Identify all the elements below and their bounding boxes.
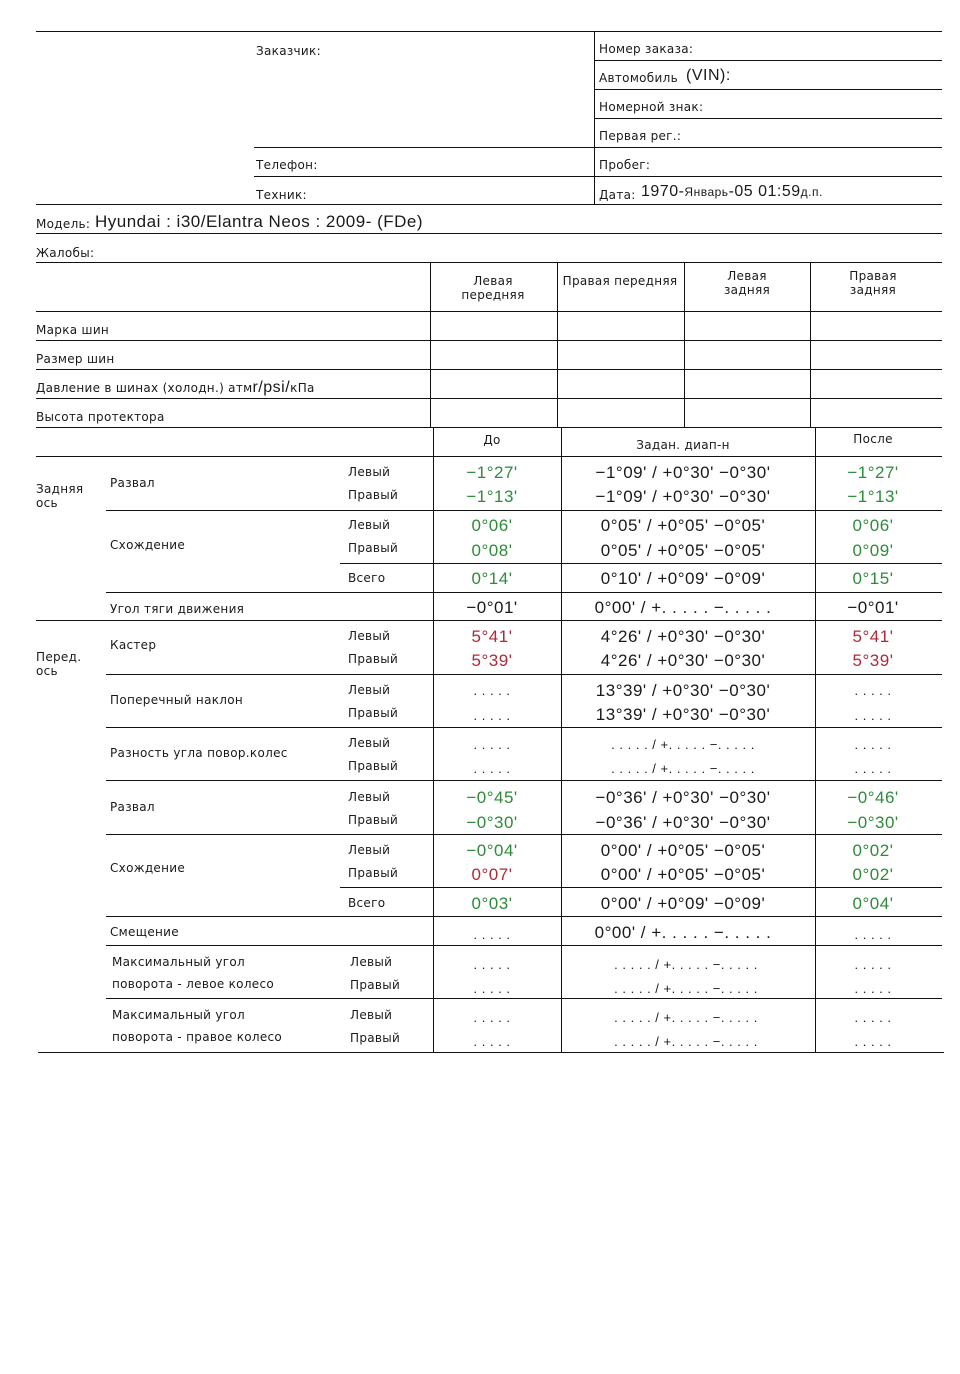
- rule: [106, 945, 942, 946]
- customer-label: Заказчик:: [256, 44, 321, 58]
- rule: [106, 727, 942, 728]
- max-turn-right-label-2: поворота - правое колесо: [112, 1030, 283, 1044]
- front-toe-left-after: 0°02': [852, 841, 894, 860]
- rear-camber-right-after: −1°13': [847, 487, 899, 506]
- caster-right-before: 5°39': [471, 651, 513, 670]
- row-right-label: Правый: [348, 813, 399, 827]
- thrust-spec: 0°00' / +. . . . . −. . . . .: [594, 598, 772, 617]
- row-left-label: Левый: [348, 629, 391, 643]
- row-left-label: Левый: [348, 465, 391, 479]
- front-axle-label: Перед. ось: [36, 650, 82, 678]
- car-label: Автомобиль: [599, 71, 678, 85]
- row-left-label: Левый: [348, 736, 391, 750]
- rule: [106, 510, 942, 511]
- bottom-rule: [38, 1052, 944, 1053]
- front-toe-right-spec: 0°00' / +0°05' −0°05': [600, 865, 766, 884]
- rule: [36, 233, 942, 234]
- front-camber-label: Развал: [110, 800, 155, 814]
- rule: [36, 311, 942, 312]
- max-turn-right-r-after: . . . . .: [854, 1034, 892, 1049]
- rule: [594, 60, 942, 61]
- row-left-label: Левый: [348, 683, 391, 697]
- row-left-label: Левый: [350, 1008, 393, 1022]
- rule: [561, 427, 562, 1053]
- rule: [36, 204, 942, 205]
- row-right-label: Правый: [348, 759, 399, 773]
- front-toe-left-before: −0°04': [466, 841, 518, 860]
- toe-out-left-after: . . . . .: [854, 737, 892, 752]
- setback-label: Смещение: [110, 925, 179, 939]
- plate-label: Номерной знак:: [599, 100, 704, 114]
- max-turn-right-r-before: . . . . .: [473, 1034, 511, 1049]
- rear-toe-left-before: 0°06': [471, 516, 513, 535]
- max-turn-left-l-after: . . . . .: [854, 957, 892, 972]
- front-toe-total-after: 0°04': [852, 894, 894, 913]
- technician-label: Техник:: [256, 188, 307, 202]
- rear-toe-right-after: 0°09': [852, 541, 894, 560]
- thrust-after: −0°01': [847, 598, 899, 617]
- row-left-label: Левый: [348, 518, 391, 532]
- max-turn-left-label-2: поворота - левое колесо: [112, 977, 275, 991]
- rear-camber-label: Развал: [110, 476, 155, 490]
- max-turn-right-l-before: . . . . .: [473, 1010, 511, 1025]
- sai-left-spec: 13°39' / +0°30' −0°30': [595, 681, 771, 700]
- toe-out-right-spec: . . . . . / +. . . . . −. . . . .: [611, 761, 755, 776]
- rear-toe-total-before: 0°14': [471, 569, 513, 588]
- col-spec-header: Задан. диап-н: [636, 438, 730, 452]
- rear-camber-left-after: −1°27': [847, 463, 899, 482]
- tire-col-left-front: Левая передняя: [461, 274, 525, 302]
- rule: [684, 262, 685, 427]
- thrust-angle-label: Угол тяги движения: [110, 602, 245, 616]
- top-rule: [36, 31, 942, 32]
- rule: [810, 262, 811, 427]
- max-turn-right-l-after: . . . . .: [854, 1010, 892, 1025]
- front-camber-left-spec: −0°36' / +0°30' −0°30': [595, 788, 771, 807]
- sai-right-spec: 13°39' / +0°30' −0°30': [595, 705, 771, 724]
- rule: [557, 262, 558, 427]
- mileage-label: Пробег:: [599, 158, 651, 172]
- setback-spec: 0°00' / +. . . . . −. . . . .: [594, 923, 772, 942]
- rear-toe-right-spec: 0°05' / +0°05' −0°05': [600, 541, 766, 560]
- caster-label: Кастер: [110, 638, 157, 652]
- rule: [254, 176, 942, 177]
- caster-left-spec: 4°26' / +0°30' −0°30': [600, 627, 766, 646]
- setback-before: . . . . .: [473, 927, 511, 942]
- tire-brand-label: Марка шин: [36, 323, 110, 337]
- row-left-label: Левый: [348, 843, 391, 857]
- sai-right-before: . . . . .: [473, 708, 511, 723]
- rule: [815, 427, 816, 1053]
- tire-size-label: Размер шин: [36, 352, 115, 366]
- rule: [340, 563, 942, 564]
- toe-out-left-before: . . . . .: [473, 737, 511, 752]
- caster-right-spec: 4°26' / +0°30' −0°30': [600, 651, 766, 670]
- order-label: Номер заказа:: [599, 42, 694, 56]
- caster-left-after: 5°41': [852, 627, 894, 646]
- rule: [36, 262, 942, 263]
- rear-toe-total-after: 0°15': [852, 569, 894, 588]
- max-turn-left-label-1: Максимальный угол: [112, 955, 245, 969]
- rear-toe-right-before: 0°08': [471, 541, 513, 560]
- rule: [36, 369, 942, 370]
- rear-camber-right-before: −1°13': [466, 487, 518, 506]
- rule: [594, 118, 942, 119]
- tire-col-right-rear: Правая задняя: [849, 269, 897, 297]
- rule: [106, 998, 942, 999]
- front-camber-right-spec: −0°36' / +0°30' −0°30': [595, 813, 771, 832]
- col-after-header: После: [853, 432, 893, 446]
- caster-left-before: 5°41': [471, 627, 513, 646]
- max-turn-left-l-spec: . . . . . / +. . . . . −. . . . .: [614, 957, 758, 972]
- rule: [340, 887, 942, 888]
- rear-camber-left-spec: −1°09' / +0°30' −0°30': [595, 463, 771, 482]
- max-turn-right-label-1: Максимальный угол: [112, 1008, 245, 1022]
- rule: [433, 427, 434, 1053]
- front-toe-label: Схождение: [110, 861, 186, 875]
- rear-axle-label: Задняя ось: [36, 482, 84, 510]
- rule: [106, 916, 942, 917]
- rule: [106, 780, 942, 781]
- setback-after: . . . . .: [854, 927, 892, 942]
- toe-out-left-spec: . . . . . / +. . . . . −. . . . .: [611, 737, 755, 752]
- phone-label: Телефон:: [256, 158, 318, 172]
- row-right-label: Правый: [348, 652, 399, 666]
- row-right-label: Правый: [350, 978, 401, 992]
- row-right-label: Правый: [348, 866, 399, 880]
- sai-left-before: . . . . .: [473, 683, 511, 698]
- rule: [36, 427, 942, 428]
- rule: [36, 398, 942, 399]
- row-right-label: Правый: [350, 1031, 401, 1045]
- car-vin-label: (VIN):: [686, 67, 731, 84]
- max-turn-left-r-before: . . . . .: [473, 981, 511, 996]
- rear-toe-label: Схождение: [110, 538, 186, 552]
- front-toe-left-spec: 0°00' / +0°05' −0°05': [600, 841, 766, 860]
- rear-toe-left-after: 0°06': [852, 516, 894, 535]
- row-left-label: Левый: [350, 955, 393, 969]
- rear-toe-left-spec: 0°05' / +0°05' −0°05': [600, 516, 766, 535]
- row-total-label: Всего: [348, 896, 386, 910]
- date-label: Дата:: [599, 188, 636, 202]
- front-camber-left-after: −0°46': [847, 788, 899, 807]
- sai-left-after: . . . . .: [854, 683, 892, 698]
- max-turn-left-r-after: . . . . .: [854, 981, 892, 996]
- max-turn-left-l-before: . . . . .: [473, 957, 511, 972]
- front-toe-total-before: 0°03': [471, 894, 513, 913]
- caster-right-after: 5°39': [852, 651, 894, 670]
- toe-out-on-turns-label: Разность угла повор.колес: [110, 746, 288, 760]
- rear-camber-right-spec: −1°09' / +0°30' −0°30': [595, 487, 771, 506]
- complaints-label: Жалобы:: [36, 246, 95, 260]
- rule: [106, 592, 942, 593]
- toe-out-right-before: . . . . .: [473, 761, 511, 776]
- rear-toe-total-spec: 0°10' / +0°09' −0°09': [600, 569, 766, 588]
- row-total-label: Всего: [348, 571, 386, 585]
- sai-right-after: . . . . .: [854, 708, 892, 723]
- front-toe-right-before: 0°07': [471, 865, 513, 884]
- rule: [106, 834, 942, 835]
- model-value: Hyundai : i30/Elantra Neos : 2009- (FDe): [95, 212, 424, 231]
- sai-label: Поперечный наклон: [110, 693, 244, 707]
- max-turn-left-r-spec: . . . . . / +. . . . . −. . . . .: [614, 981, 758, 996]
- model-label: Модель:: [36, 217, 91, 231]
- max-turn-right-l-spec: . . . . . / +. . . . . −. . . . .: [614, 1010, 758, 1025]
- tire-col-left-rear: Левая задняя: [723, 269, 771, 297]
- front-camber-right-before: −0°30': [466, 813, 518, 832]
- front-toe-right-after: 0°02': [852, 865, 894, 884]
- rule: [36, 340, 942, 341]
- rear-camber-left-before: −1°27': [466, 463, 518, 482]
- rule: [254, 147, 942, 148]
- row-left-label: Левый: [348, 790, 391, 804]
- toe-out-right-after: . . . . .: [854, 761, 892, 776]
- rule: [36, 620, 942, 621]
- front-toe-total-spec: 0°00' / +0°09' −0°09': [600, 894, 766, 913]
- col-before-header: До: [483, 433, 501, 447]
- tread-depth-label: Высота протектора: [36, 410, 165, 424]
- rule: [594, 89, 942, 90]
- rule: [430, 262, 431, 427]
- front-camber-right-after: −0°30': [847, 813, 899, 832]
- max-turn-right-r-spec: . . . . . / +. . . . . −. . . . .: [614, 1034, 758, 1049]
- row-right-label: Правый: [348, 706, 399, 720]
- rule: [106, 674, 942, 675]
- tire-col-right-front: Правая передняя: [562, 274, 678, 288]
- date-value: 1970-Январь-05 01:59д.п.: [641, 183, 823, 200]
- rule: [36, 456, 942, 457]
- thrust-before: −0°01': [466, 598, 518, 617]
- row-right-label: Правый: [348, 488, 399, 502]
- first-reg-label: Первая рег.:: [599, 129, 682, 143]
- tire-pressure-label: Давление в шинах (холодн.) атмr/psi/кПа: [36, 379, 315, 396]
- row-right-label: Правый: [348, 541, 399, 555]
- front-camber-left-before: −0°45': [466, 788, 518, 807]
